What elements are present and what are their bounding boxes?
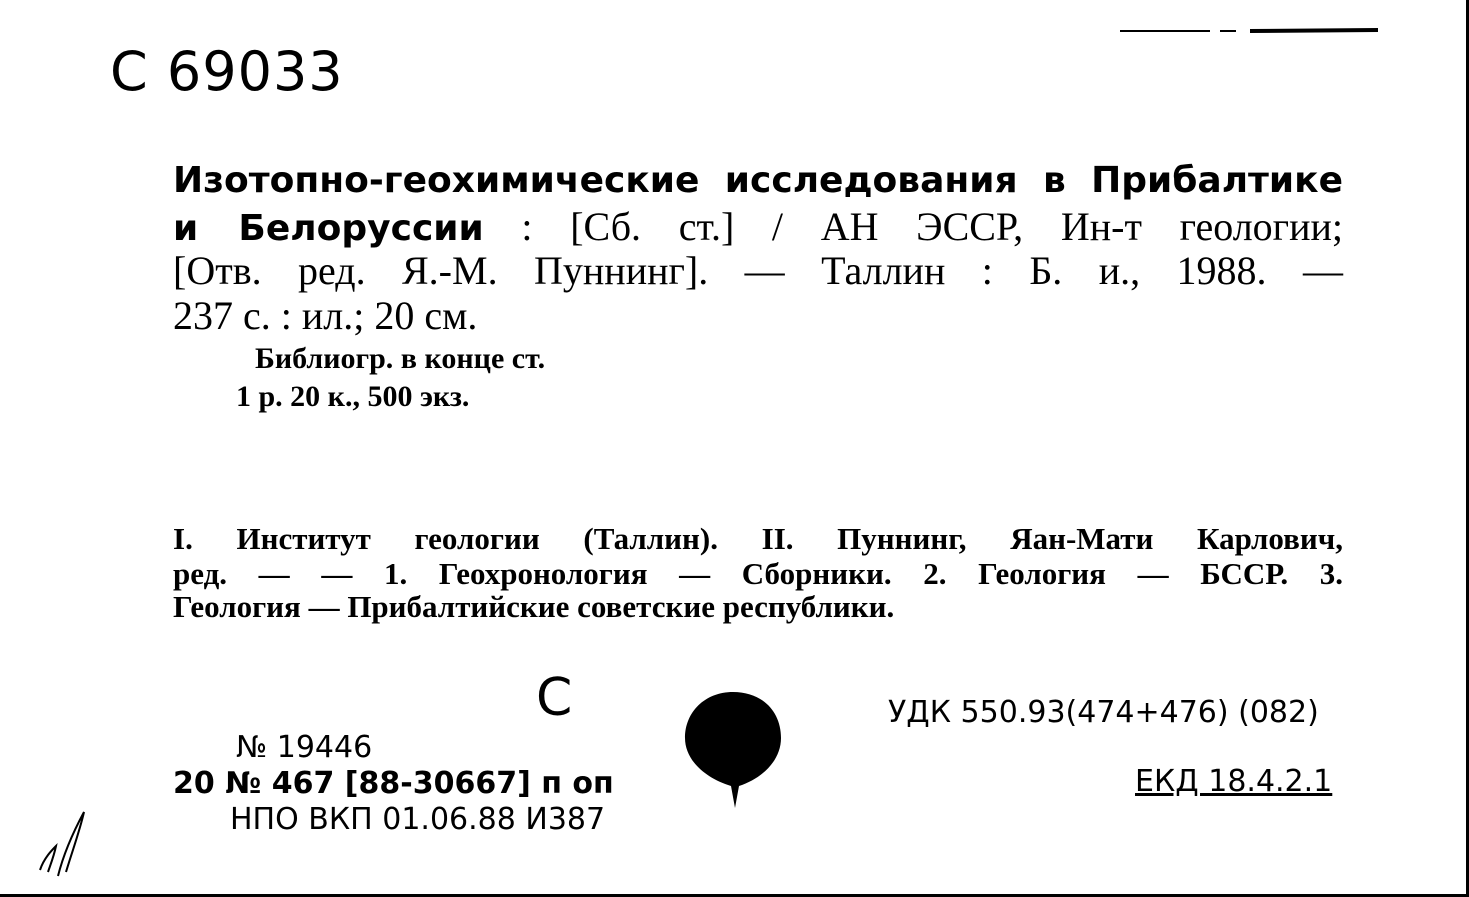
call-number: С 69033 xyxy=(110,40,344,103)
tracing-line-2: ред. — — 1. Геохронология — Сборники. 2. Геология — БССР. 3. xyxy=(173,556,1343,591)
entry-text: 237 с. : ил.; 20 см. xyxy=(173,293,478,338)
handwritten-mark xyxy=(30,800,100,880)
entry-line-2 xyxy=(173,204,1343,252)
entry-line-1 xyxy=(173,156,1343,204)
print-info: 20 № 467 [88-30667] п оп xyxy=(173,766,614,801)
entry-line-4 xyxy=(173,293,477,339)
ink-blot xyxy=(683,690,783,808)
entry-text: [Отв. ред. Я.-М. Пуннинг]. — Таллин : Б. и., 1988. — xyxy=(173,248,1343,293)
entry-line-3 xyxy=(173,248,1343,294)
bibliography-note: Библиогр. в конце ст. xyxy=(255,342,546,375)
title-part: и Белоруссии xyxy=(173,208,484,249)
corner-rule xyxy=(1120,28,1378,34)
entry-text: : [Сб. ст.] / АН ЭССР, Ин-т геологии; xyxy=(483,204,1344,249)
tracing-line-3: Геология — Прибалтийские советские республики. xyxy=(173,589,895,624)
ekd-code: ЕКД 18.4.2.1 xyxy=(1135,764,1333,799)
catalog-mark: С xyxy=(536,668,573,728)
udc-code: УДК 550.93(474+476) (082) xyxy=(888,695,1319,730)
order-number: № 19446 xyxy=(236,730,373,765)
price-note: 1 р. 20 к., 500 экз. xyxy=(236,380,470,413)
title-part: Изотопно-геохимические исследования в Прибалтике xyxy=(173,160,1343,201)
printer-info: НПО ВКП 01.06.88 И387 xyxy=(230,802,606,837)
tracing-line-1: I. Институт геологии (Таллин). II. Пуннинг, Яан-Мати Карлович, xyxy=(173,521,1343,556)
